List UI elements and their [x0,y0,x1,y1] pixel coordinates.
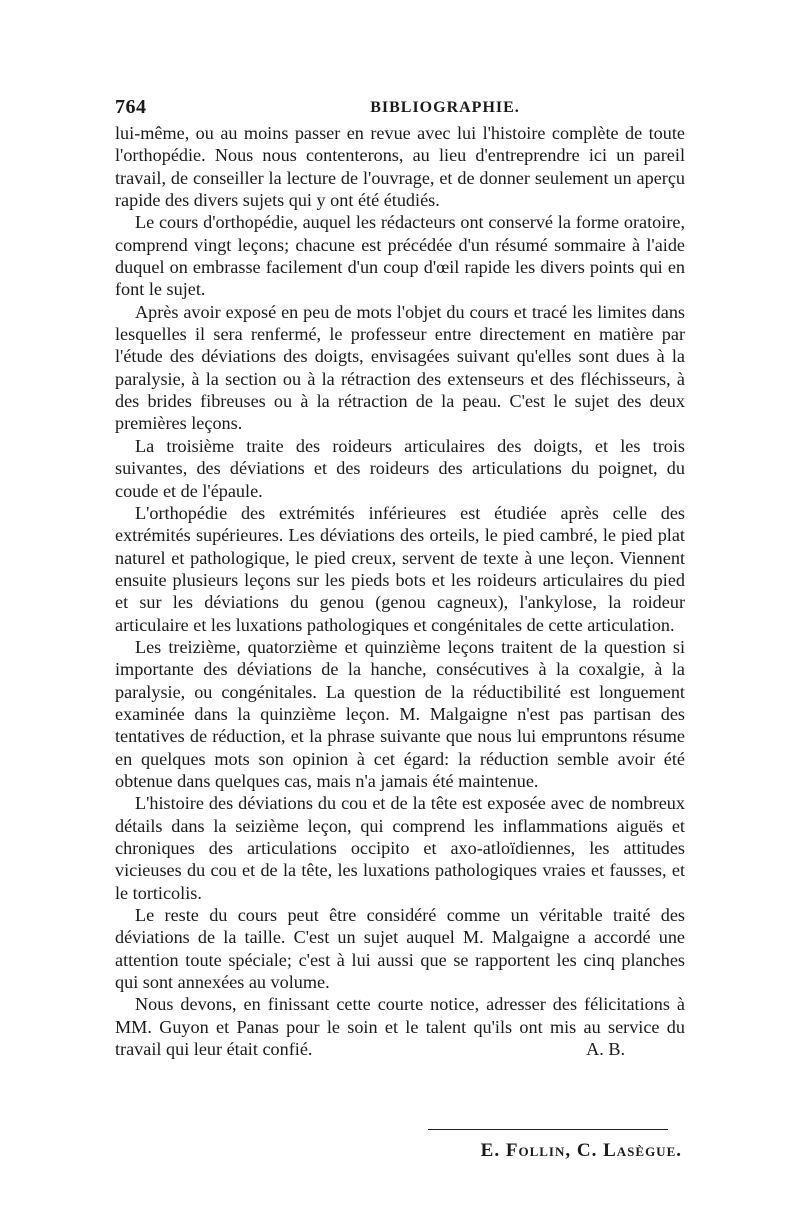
author-end: . [676,1140,682,1161]
author-initial: C. [576,1140,598,1161]
author-name: Lasègue [603,1140,677,1161]
signature-initials: A. B. [586,1039,625,1060]
author-initial: E. [480,1140,501,1161]
article-body [115,122,685,1060]
paragraph: L'histoire des déviations du cou et de la tête est exposée avec de nombreux détails dans la seizième leçon, qui comprend les inflammations aiguës et chroniques des articulations occipito et axo-atloïdiennes, les attitudes vicieuses du cou et de la tête, les luxations pathologiques vraies et fausses, et le torticolis. [115,793,685,903]
paragraph: Le reste du cours peut être considéré comme un véritable traité des déviations de la taille. C'est un sujet auquel M. Malgaigne a accordé une attention toute spéciale; c'est à lui aussi que se rapportent les cinq planches qui sont annexées au volume. [115,905,685,993]
paragraph: Les treizième, quatorzième et quinzième leçons traitent de la question si importante des déviations de la hanche, consécutives à la coxalgie, à la paralysie, ou congénitales. La question de la réductibilité est longuement examinée dans la quinzième leçon. M. Malgaigne n'est pas partisan des tentatives de réduction, et la phrase suivante que nous lui empruntons résume en quelques mots son opinion à cet égard: la réduction semble avoir été obtenue dans quelques cas, mais n'a jamais été maintenue. [115,636,685,791]
authors-signature [481,1140,682,1162]
page-number: 764 [115,96,147,118]
running-title: BIBLIOGRAPHIE. [370,99,520,116]
paragraph: Le cours d'orthopédie, auquel les rédacteurs ont conservé la forme oratoire, comprend vingt leçons; chacune est précédée d'un résumé sommaire à l'aide duquel on embrasse facilement d'un coup d'œil rapide les divers points qui en font le sujet. [115,212,685,300]
closing-paragraph [115,993,685,1060]
closing-text: Nous devons, en finissant cette courte notice, adresser des félicitations à MM. Guyon et Panas pour le soin et le talent qu'ils ont mis au service du travail qui leur était confié. [115,994,685,1060]
paragraph: lui-même, ou au moins passer en revue avec lui l'histoire complète de toute l'orthopédie. Nous nous contenterons, au lieu d'entreprendre ici un pareil travail, de conseiller la lecture de l'ouvrage, et de donner seulement un aperçu rapide des divers sujets qui y ont été étudiés. [115,123,685,211]
divider-rule [428,1129,668,1130]
paragraph: L'orthopédie des extrémités inférieures est étudiée après celle des extrémités supérieures. Les déviations des orteils, le pied cambré, le pied plat naturel et pathologique, le pied creux, servent de texte à une leçon. Viennent ensuite plusieurs leçons sur les pieds bots et les roideurs articulaires du pied et sur les déviations du genou (genou cagneux), l'ankylose, la roideur articulaire et les luxations pathologiques et congénitales de cette articulation. [115,502,685,635]
page-header [115,96,685,120]
author-name: Follin [505,1140,566,1161]
paragraph: La troisième traite des roideurs articulaires des doigts, et les trois suivantes, des déviations et des roideurs des articulations du poignet, du coude et de l'épaule. [115,435,685,501]
author-separator: , [565,1140,572,1161]
paragraph: Après avoir exposé en peu de mots l'objet du cours et tracé les limites dans lesquelles il sera renfermé, le professeur entre directement en matière par l'étude des déviations des doigts, envisagées suivant qu'elles sont dues à la paralysie, à la section ou à la rétraction des extenseurs et des fléchisseurs, à des brides fibreuses ou à la rétraction de la peau. C'est le sujet des deux premières leçons. [115,301,685,434]
